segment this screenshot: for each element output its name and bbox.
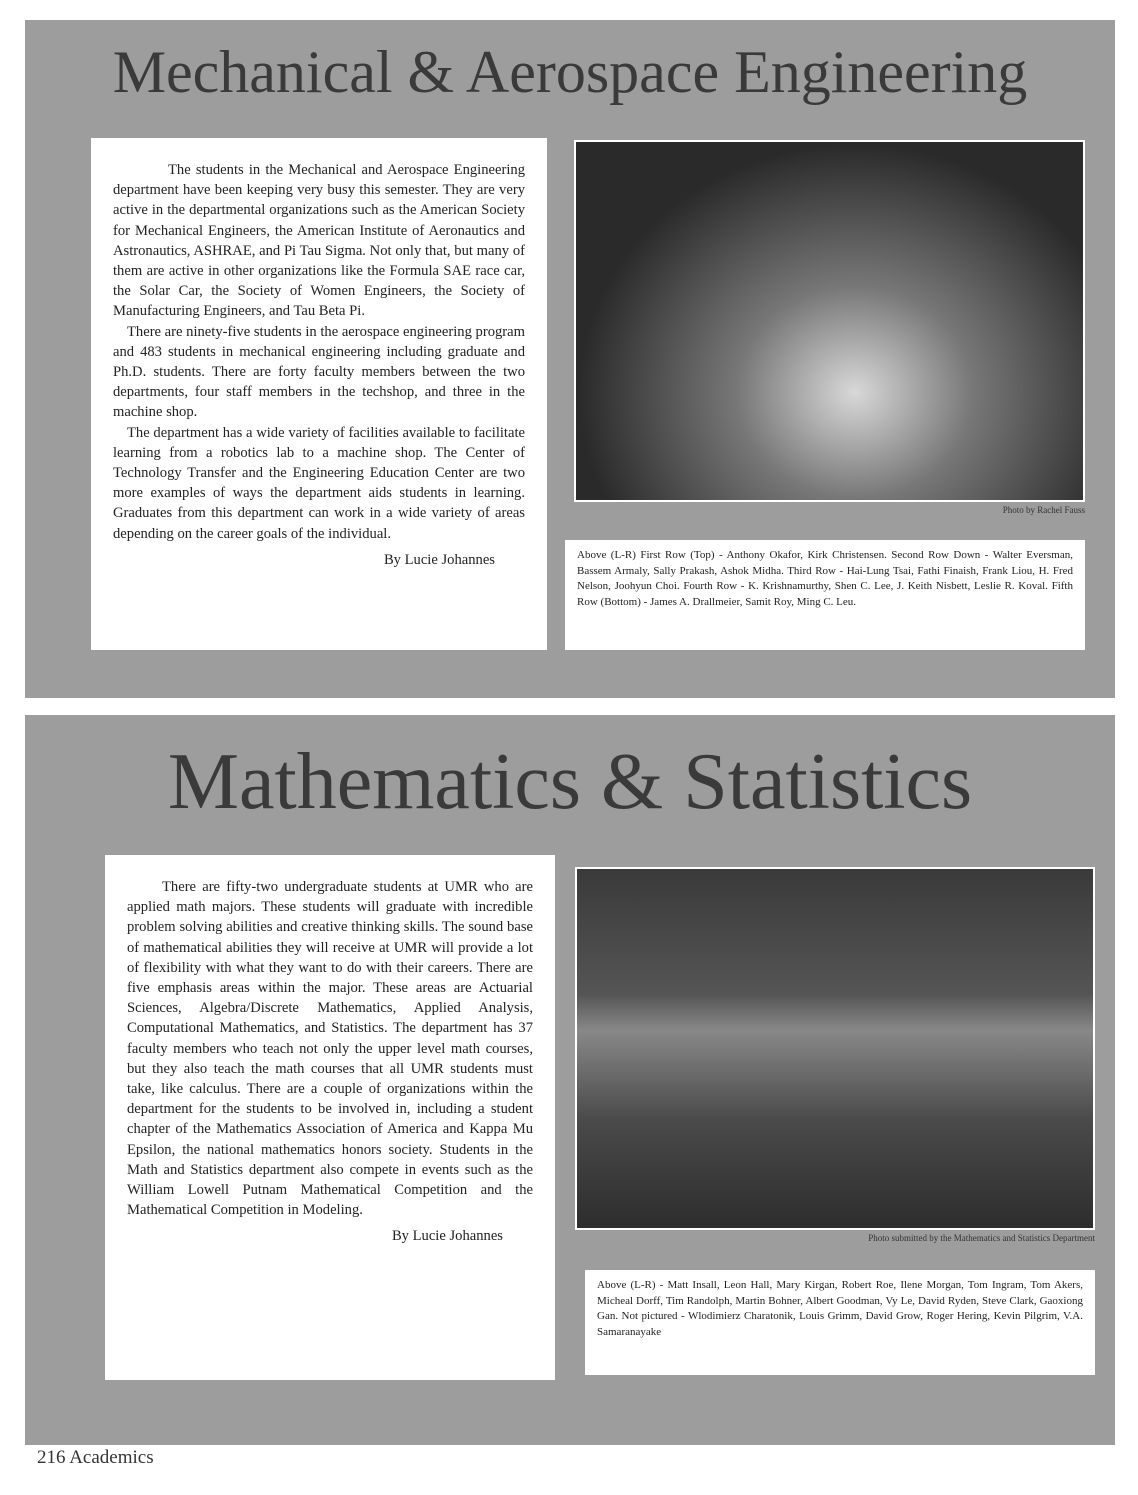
photo-credit: Photo by Rachel Fauss [1002,505,1085,515]
article-paragraph: There are fifty-two undergraduate students at UMR who are applied math majors. These students will graduate with incredible problem solving abilities and creative thinking skills. The sound base of mathematical abilities they will receive at UMR will provide a lot of flexibility with what they want to do with their careers. There are five emphasis areas within the major. These areas are Actuarial Sciences, Algebra/Discrete Mathematics, Applied Analysis, Computational Mathematics, and Statistics. The department has 37 faculty members who teach not only the upper level math courses, but they also teach the math courses that all UMR students must take, like calculus. There are a couple of organizations within the department for the students to be involved in, including a student chapter of the Mathematics Association of America and Kappa Mu Epsilon, the national mathematics honors society. Students in the Math and Statistics department also compete in events such as the William Lowell Putnam Mathematical Competition and the Mathematical Competition in Modeling. [127,879,533,1219]
article-byline: By Lucie Johannes [391,1228,503,1245]
photo-credit: Photo submitted by the Mathematics and Statistics Department [868,1233,1095,1243]
article-paragraph: The department has a wide variety of facilities available to facilitate learning from a robotics lab to a machine shop. The Center of Technology Transfer and the Engineering Education Center are two more examples of ways the department aids students in learning. Graduates from this department can work in a wide variety of areas depending on the career goals of the individual. [113,424,525,542]
article-byline: By Lucie Johannes [383,551,495,568]
mae-faculty-photo [574,140,1085,502]
page-footer: 216 Academics [37,1447,154,1468]
mae-section-panel [25,20,1115,698]
math-section-title: Mathematics & Statistics [167,738,973,826]
mae-section-title: Mechanical & Aerospace Engineering [112,39,1028,105]
math-article-text [105,855,555,1380]
mae-photo-caption: Above (L-R) First Row (Top) - Anthony Okafor, Kirk Christensen. Second Row Down - Walter Eversman, Bassem Armaly, Sally Prakash, Ashok Midha. Third Row - Hai-Lung Tsai, Fathi Finaish, Frank Liou, H. Fred Nelson, Joohyun Choi. Fourth Row - K. Krishnamurthy, Shen C. Lee, J. Keith Nisbett, Leslie R. Koval. Fifth Row (Bottom) - James A. Drallmeier, Samit Roy, Ming C. Leu. [565,540,1085,650]
math-section-panel [25,715,1115,1445]
article-paragraph: There are ninety-five students in the aerospace engineering program and 483 students in mechanical engineering including graduate and Ph.D. students. There are forty faculty members between the two departments, four staff members in the techshop, and three in the machine shop. [113,323,525,421]
article-paragraph: The students in the Mechanical and Aerospace Engineering department have been keeping very busy this semester. They are very active in the departmental organizations such as the American Society for Mechanical Engineers, the American Institute of Aeronautics and Astronautics, ASHRAE, and Pi Tau Sigma. Not only that, but many of them are active in other organizations like the Formula SAE race car, the Solar Car, the Society of Women Engineers, the Society of Manufacturing Engineers, and Tau Beta Pi. [113,162,525,320]
math-photo-caption: Above (L-R) - Matt Insall, Leon Hall, Mary Kirgan, Robert Roe, Ilene Morgan, Tom Ingram, Tom Akers, Micheal Dorff, Tim Randolph, Martin Bohner, Albert Goodman, Vy Le, David Ryden, Steve Clark, Gaoxiong Gan. Not pictured - Wlodimierz Charatonik, Louis Grimm, David Grow, Roger Hering, Kevin Pilgrim, V.A. Samaranayake [585,1270,1095,1375]
mae-article-text [91,138,547,650]
math-faculty-photo [575,867,1095,1230]
